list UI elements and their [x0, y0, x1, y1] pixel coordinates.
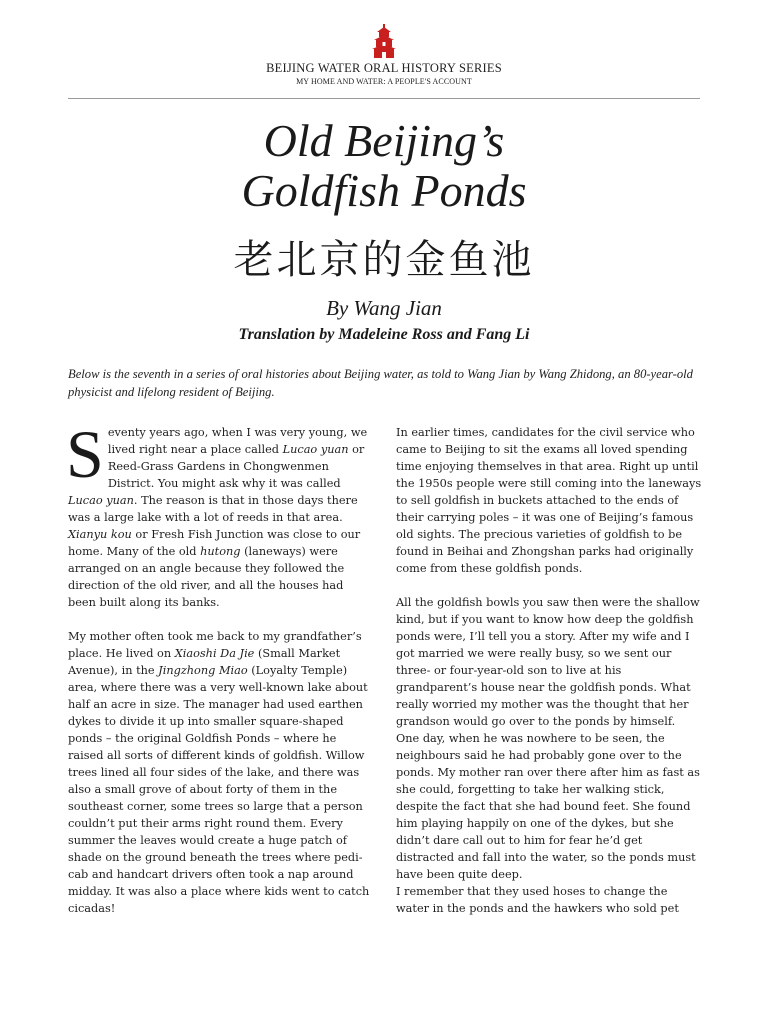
italic-term: Xiaoshi Da Jie [174, 647, 255, 660]
paragraph-gap [68, 611, 374, 628]
text-run: (Small Market Avenue), in the [68, 647, 341, 677]
left-paragraph-1 [66, 416, 374, 611]
italic-term: Xianyu kou [68, 528, 132, 541]
intro-paragraph: Below is the seventh in a series of oral histories about Beijing water, as told to Wang Jian by Wang Zhidong, an 80-year-old physicist and lifelong resident of Beijing. [68, 367, 693, 399]
italic-term: hutong [200, 545, 241, 558]
italic-term: Jingzhong Miao [158, 664, 248, 677]
left-paragraph-2 [68, 628, 374, 917]
translation-credit: Translation by Madeleine Ross and Fang Li [238, 326, 530, 343]
pagoda-logo-icon [371, 24, 397, 58]
text-run: . The reason is that in those days there was a large lake with a lot of reeds in that area. [68, 494, 358, 524]
text-run: eventy years ago, when I was very young, we lived right near a place called [107, 426, 368, 456]
series-title: BEIJING WATER ORAL HISTORY SERIES [266, 61, 502, 75]
article-title-line1: Old Beijing’s [263, 115, 505, 166]
text-run: or Fresh Fish Junction was close to our home. Many of the old [68, 528, 361, 558]
left-column [66, 416, 374, 917]
italic-term: Lucao yuan [282, 443, 349, 456]
right-paragraph-2: All the goldfish bowls you saw then were the shallow kind, but if you want to know how deep the goldfish ponds were, I’ll tell you a story. After my wife and I got married we were really busy, so we sent our three- or four-year-old son to live at his grandparent’s house near the goldfish ponds. What really worried my mother was the thought that her grandson would go over to the ponds by himself. One day, when he was nowhere to be seen, the neighbours said he had probably gone over to the ponds. My mother ran over there after him as fast as she could, forgetting to take her walking stick, despite the fact that she had bound feet. She found him playing happily on one of the dykes, but she didn’t dare call out to him for fear he’d get distracted and fall into the water, so the ponds must have been quite deep. [396, 596, 700, 881]
byline: By Wang Jian [326, 296, 442, 320]
article-title-chinese: 老北京的金鱼池 [233, 237, 535, 283]
text-run: (laneways) were arranged on an angle because they followed the direction of the old river, and all the houses had been built along its banks. [68, 545, 345, 609]
header-divider [68, 98, 700, 99]
right-column [396, 424, 702, 917]
drop-cap: S [66, 416, 104, 492]
article-title [0, 116, 768, 216]
article-title-line2: Goldfish Ponds [241, 165, 527, 216]
text-run: My mother often took me back to my grandfather’s place. He lived on [68, 630, 362, 660]
series-subtitle: MY HOME AND WATER: A PEOPLE'S ACCOUNT [296, 77, 472, 86]
text-run: or Reed-Grass Gardens in Chongwenmen District. You might ask why it was called [107, 443, 365, 490]
right-paragraph-1: In earlier times, candidates for the civil service who came to Beijing to sit the exams all loved spending time enjoying themselves in that area. Right up until the 1950s people were still coming into the laneways to sell goldfish in buckets attached to the ends of their carrying poles – it was one of Beijing’s famous old sights. The precious varieties of goldfish to be found in Beihai and Zhongshan parks had originally come from these goldfish ponds. [396, 426, 702, 575]
paragraph-gap [396, 577, 702, 594]
right-paragraph-3: I remember that they used hoses to change the water in the ponds and the hawkers who sold pet [396, 885, 679, 915]
text-run: (Loyalty Temple) area, where there was a very well-known lake about half an acre in size. The manager had used earthen dykes to divide it up into smaller square-shaped ponds – the original Goldfish Ponds – where he raised all sorts of different kinds of goldfish. Willow trees lined all four sides of the lake, and there was also a small grove of about forty of them in the southeast corner, some trees so large that a person couldn’t put their arms right round them. Every summer the leaves would create a huge patch of shade on the ground beneath the trees where pedi-cab and handcart drivers often took a nap around midday. It was also a place where kids went to catch cicadas! [68, 664, 370, 915]
italic-term: Lucao yuan [68, 494, 134, 507]
